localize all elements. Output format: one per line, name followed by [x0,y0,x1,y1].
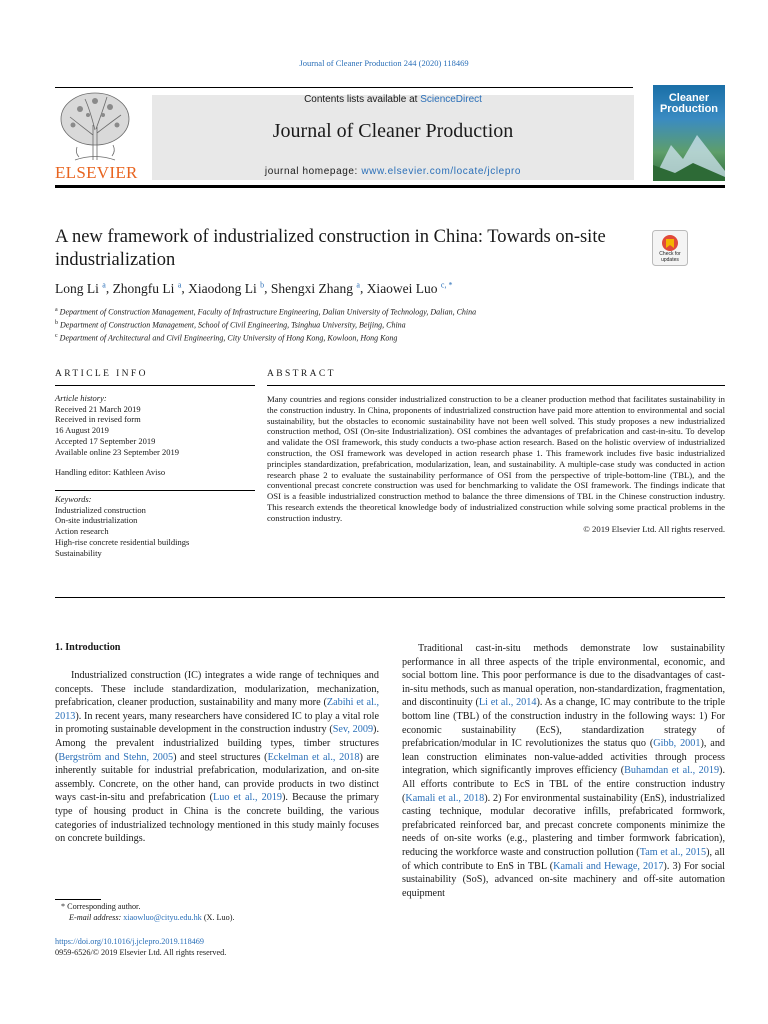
body-text: Traditional cast-in-situ methods demonstrate low sustainability performance in all three aspects of the triple environmental, economic, and social bottom line. This poor performance is due to the disadvantages of cast-in-situ methods, such as manual operation, non-standardization, fragmentation, and discontinuity ( [402,643,725,709]
affiliation: $^b$ Department of Construction Management, School of Civil Engineering, Tsinghua University, Beijing, China [55,320,406,330]
journal-citation[interactable]: Journal of Cleaner Production 244 (2020) 118469 [299,58,469,68]
doi-block [55,937,385,958]
sciencedirect-link[interactable]: ScienceDirect [420,94,482,105]
intro-paragraph-right [402,642,725,900]
affiliations [55,305,655,344]
author[interactable]: Zhongfu Li $^a$ [112,280,182,296]
footnote [55,902,385,923]
abstract-copyright: © 2019 Elsevier Ltd. All rights reserved. [583,523,725,534]
body-text: ). 2) For environmental sustainability (EnS), industrialized casting technique, modular decorative infills, prefabricated formwork, prefabricated reinforced bar, and precast concrete components minimize the needs of on-site works (e.g., plastering and timber formwork fabrication), reducing the workforce waste and construction pollution ( [402,792,725,858]
keywords-rule [55,490,255,491]
keywords-label: Keywords: [55,494,92,504]
history-item: 16 August 2019 [55,425,109,436]
body-text: ) and steel structures ( [173,751,268,763]
history-label: Article history: [55,393,107,403]
reference-link[interactable]: Eckelman et al., 2018 [267,751,360,763]
keyword: Action research [55,526,109,537]
cover-title-line-1: Cleaner [668,92,710,104]
history-item: Received in revised form [55,414,141,425]
publisher-name: ELSEVIER [55,163,138,182]
author-list: Long Li $^a$, Zhongfu Li $^a$, Xiaodong Li $^b$, Shengxi Zhang $^a$, Xiaowei Luo $^{c, *}$ [55,280,453,296]
history-item: Accepted 17 September 2019 [55,435,156,446]
reference-link[interactable]: Buhamdan et al., 2019 [624,765,720,777]
abstract [267,394,725,534]
journal-cover-image[interactable] [653,85,725,181]
header-bottom-rule [55,185,725,188]
crossmark-label-1: Check for [659,251,681,257]
article-info [55,393,255,478]
keyword: High-rise concrete residential buildings [55,536,190,547]
abstract-text: Many countries and regions consider industrialized construction to be a cleaner production method that facilitates sustainability in the construction industry. In China, proponents of industrialized construction have paid more attention to environmental and social sustainability, but the obstacles to economic sustainability have not been well solved. This study proposes a new industrialized construction method, OSI (On-site Industrialization). OSI combines the advantages of prefabrication and cast-in-situ. To develop and validate the OSI framework, this study conducts a two-phase action research. Based on the holistic overview of industrialized construction, the OSI framework was developed in action research phase 1. This framework includes five basic industrialized principles standardization, prefabrication, modularization, lean, and sustainability. A multiple-case study was conducted in action research phase 2 to evaluate the sustainability performance of OSI from the perspective of triple-bottom-line (TBL), and the conventional precast concrete construction was used for benchmarking to validate the OSI framework. The findings indicate that OSI is a feasible industrialized construction method to balance the three dimensions of TBL in the Chinese construction industry. This research extends the theoretical knowledge body of industrialized construction while solving some practical problems in the construction industry. [267,394,725,523]
author[interactable]: Shengxi Zhang $^a$ [270,280,360,296]
front-matter-rule [55,597,725,598]
body-text: ), all of which contribute to EnS in TBL ( [402,846,725,872]
reference-link[interactable]: Gibb, 2001 [653,738,701,750]
keyword: On-site industrialization [55,515,138,526]
issn-line: 0959-6526/© 2019 Elsevier Ltd. All rights reserved. [55,947,227,957]
affiliation: $^c$ Department of Architectural and Civil Engineering, City University of Hong Kong, Kowloon, Hong Kong [55,333,398,343]
journal-homepage-line [152,166,634,177]
body-text: ). Among the prevalent industrialized building types, timber structures ( [55,724,379,763]
intro-paragraph-left [55,669,379,846]
homepage-link[interactable]: www.elsevier.com/locate/jclepro [361,166,522,177]
cover-mountain-icon [653,125,725,181]
email-link[interactable]: xiaowluo@cityu.edu.hk [123,912,202,922]
cover-title [653,93,725,115]
reference-link[interactable]: Sev, 2009 [332,724,374,736]
crossmark-label-2: updates [661,256,679,263]
reference-link[interactable]: Kamali and Hewage, 2017 [553,860,664,872]
contents-line [152,94,634,105]
reference-link[interactable]: Luo et al., 2019 [213,792,283,804]
handling-editor: Handling editor: Kathleen Aviso [55,467,166,478]
keyword: Sustainability [55,547,102,558]
keyword: Industrialized construction [55,504,146,515]
author[interactable]: Long Li $^a$ [55,280,106,296]
history-item: Available online 23 September 2019 [55,446,180,457]
header-top-rule [55,87,633,88]
abstract-rule [267,385,725,386]
reference-link[interactable]: Li et al., 2014 [478,697,537,709]
cover-title-line-2: Production [659,103,719,115]
body-text: ). Because the primary type of housing product in China is the concrete building, the various categories of industrialized technology mentioned in this study mainly focuses on concrete buildings. [55,792,380,845]
reference-link[interactable]: Tam et al., 2015 [639,846,707,858]
body-text: ). In recent years, many researchers have considered IC to play a vital role in promoting sustainable development in the construction industry ( [55,710,379,736]
email-line: E-mail address: xiaowluo@cityu.edu.hk (X. Luo). [69,912,235,922]
body-text: Industrialized construction (IC) integrates a wide range of techniques and concepts. These include standardization, modularization, mechanization, prefabrication, cleaner production, sustainability and many more ( [55,670,379,709]
body-text: ). As a change, IC may contribute to the triple bottom line (TBL) of the construction industry in the following ways: 1) For economic sustainability (EcS), standardization strategy of prefabrication/modular in IC revolutionizes the status quo ( [402,697,725,750]
affiliation: $^a$ Department of Construction Management, Faculty of Infrastructure Engineering, Dalian University of Technology, Dalian, China [55,307,477,317]
homepage-prefix: journal homepage: [264,166,362,177]
reference-link[interactable]: Bergström and Stehn, 2005 [58,751,174,763]
doi-link[interactable]: https://doi.org/10.1016/j.jclepro.2019.118469 [55,937,204,946]
check-for-updates-button[interactable] [652,230,688,266]
section-heading-introduction: 1. Introduction [55,642,121,653]
keywords [55,494,255,558]
article-info-rule [55,385,255,386]
body-text: ), and lean construction eliminates non-value-added activities through process integration, which significantly improves efficiency ( [402,738,726,777]
contents-prefix: Contents lists available at [304,94,421,105]
footnote-rule [55,899,101,900]
article-title: A new framework of industrialized construction in China: Towards on-site industrialization [55,227,606,270]
author[interactable]: Xiaowei Luo $^{c, *}$ [366,280,453,296]
body-text: ). 3) For social sustainability (SoS), advanced on-site machinery and off-site automation equipment [402,860,726,899]
body-text: ) are inherently suitable for industrial prefabrication, modularization, and on-site assembly. Concrete, on the other hand, can provide products in two distinct ways cast-in-situ and prefabrication ( [55,751,379,804]
history-item: Received 21 March 2019 [55,403,141,414]
author[interactable]: Xiaodong Li $^b$ [188,280,265,296]
body-text: ). All efforts contribute to EcS in TBL of the entire construction industry ( [402,765,725,804]
abstract-heading: ABSTRACT [267,369,336,379]
corresponding-author: * Corresponding author. [61,902,141,911]
article-info-heading: ARTICLE INFO [55,369,148,379]
reference-link[interactable]: Kamali et al., 2018 [405,792,485,804]
reference-link[interactable]: Zabihi et al., 2013 [55,697,379,722]
journal-name: Journal of Cleaner Production [272,120,514,142]
